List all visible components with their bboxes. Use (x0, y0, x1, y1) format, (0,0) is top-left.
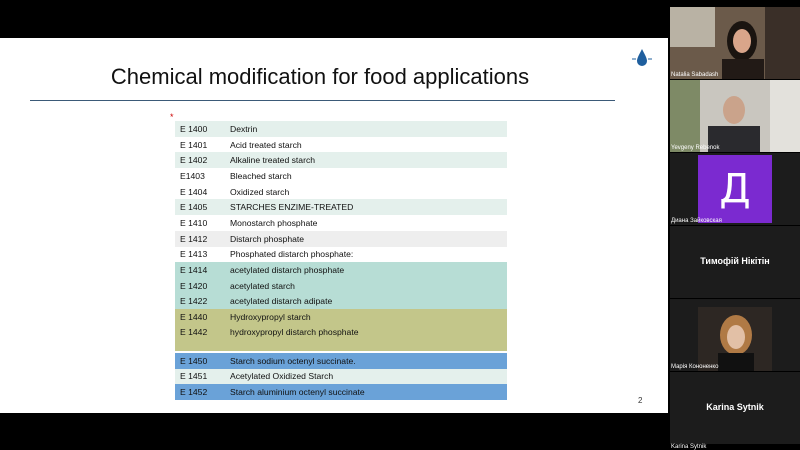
participant-name: Natalia Sabadash (671, 72, 719, 78)
table-row (175, 278, 507, 294)
participant-video (670, 80, 800, 152)
table-row (175, 294, 507, 310)
e-code: E 1410 (180, 217, 208, 228)
table-row (175, 199, 507, 215)
presentation-slide (0, 38, 668, 413)
starch-name: Starch sodium octenyl succinate. (230, 355, 356, 366)
e-code: E 1422 (180, 296, 208, 307)
table-row (175, 384, 507, 400)
participant-tile[interactable] (670, 299, 800, 371)
starch-name: Acetylated Oxidized Starch (230, 371, 334, 382)
e-code: E 1450 (180, 355, 208, 366)
e-code: E 1404 (180, 186, 208, 197)
table-row (175, 325, 507, 351)
participant-avatar: Д (698, 155, 772, 223)
starch-name: Starch aluminium octenyl succinate (230, 387, 365, 398)
participant-tile[interactable] (670, 372, 800, 450)
starch-name: Bleached starch (230, 170, 292, 181)
e-code: E 1405 (180, 202, 208, 213)
e-code: E 1420 (180, 280, 208, 291)
table-row (175, 137, 507, 153)
table-row (175, 247, 507, 263)
starch-name: acetylated starch (230, 280, 295, 291)
starch-name: STARCHES ENZIME-TREATED (230, 202, 354, 213)
participant-name: Диана Зайковская (671, 218, 722, 224)
starch-name: Acid treated starch (230, 139, 302, 150)
participant-tile[interactable] (670, 226, 800, 298)
e-code: E1403 (180, 170, 205, 181)
table-row (175, 353, 507, 369)
participant-tile[interactable] (670, 153, 800, 225)
participant-tile[interactable] (670, 80, 800, 152)
participant-video (670, 7, 800, 79)
starch-name: Oxidized starch (230, 186, 290, 197)
table-row (175, 309, 507, 325)
starch-name: Hydroxypropyl starch (230, 312, 311, 323)
participant-name-label: Тимофій Нікітін (700, 256, 770, 266)
starch-name: Monostarch phosphate (230, 217, 318, 228)
e-code: E 1401 (180, 139, 208, 150)
participant-name-label: Karina Sytnik (706, 402, 764, 412)
starch-name: acetylated distarch adipate (230, 296, 333, 307)
table-row (175, 168, 507, 184)
participant-name: Yevgeny Rebenok (671, 145, 720, 151)
starch-name: Phosphated distarch phosphate: (230, 249, 354, 260)
table-row (175, 215, 507, 231)
title-divider (30, 100, 615, 101)
e-code: E 1413 (180, 249, 208, 260)
slide-title: Chemical modification for food applications (110, 64, 530, 89)
participants-panel (670, 0, 800, 450)
slide-page-number: 2 (638, 396, 643, 405)
participant-name: Karina Sytnik (671, 444, 707, 450)
e-code: E 1400 (180, 123, 208, 134)
starch-name: Alkaline treated starch (230, 155, 316, 166)
e-code: E 1451 (180, 371, 208, 382)
e-code: E 1452 (180, 387, 208, 398)
participant-name: Марія Кононенко (671, 364, 719, 370)
e-code: E 1440 (180, 312, 208, 323)
starch-name: acetylated distarch phosphate (230, 265, 345, 276)
starch-name: Distarch phosphate (230, 233, 305, 244)
e-code: E 1412 (180, 233, 208, 244)
table-row (175, 369, 507, 385)
e-code: E 1414 (180, 265, 208, 276)
starch-name: hydroxypropyl distarch phosphate (230, 326, 359, 337)
participant-video (698, 307, 772, 371)
table-row (175, 184, 507, 200)
participant-tile[interactable] (670, 7, 800, 79)
starch-name: Dextrin (230, 123, 258, 134)
red-asterisk: * (170, 112, 174, 122)
e-code: E 1442 (180, 326, 208, 337)
table-row (175, 121, 507, 137)
table-row (175, 262, 507, 278)
e-code: E 1402 (180, 155, 208, 166)
table-row (175, 152, 507, 168)
e-number-table (175, 121, 507, 400)
table-row (175, 231, 507, 247)
